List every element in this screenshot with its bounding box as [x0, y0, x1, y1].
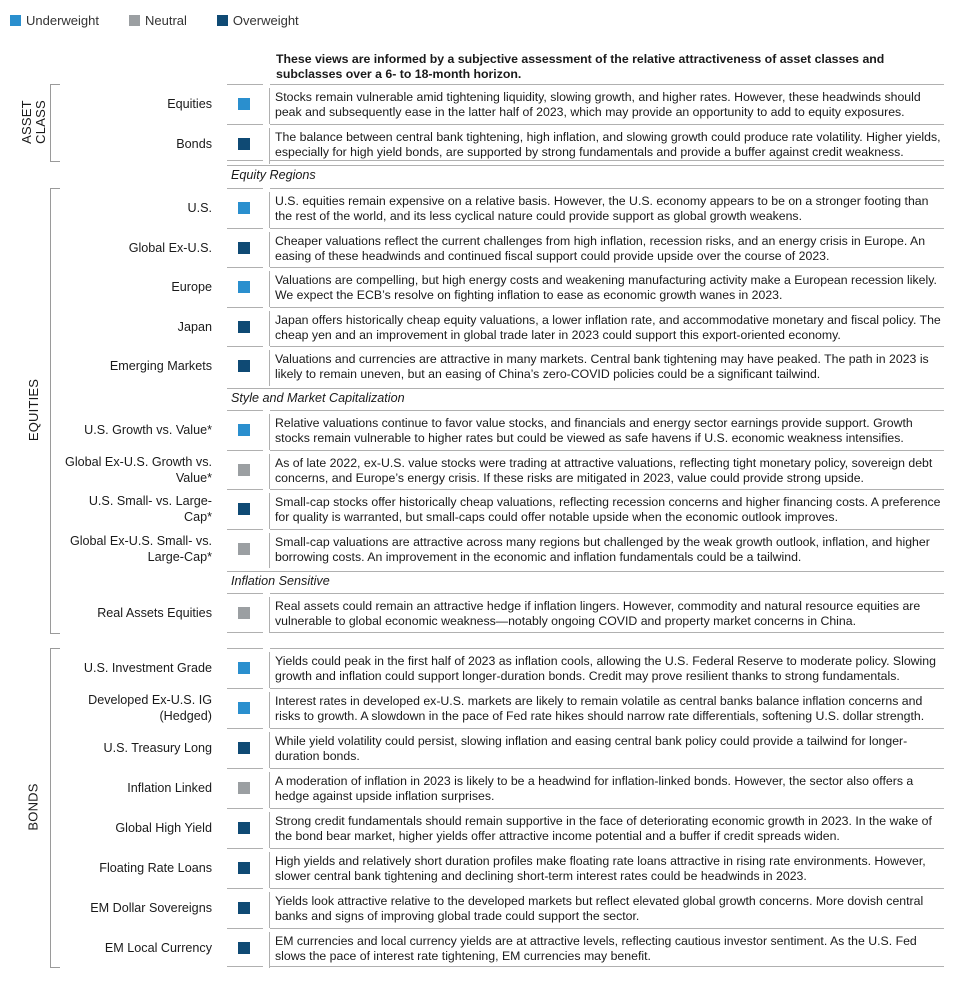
- row-description: [275, 851, 947, 887]
- row-rule: [270, 928, 944, 929]
- row-rule: [227, 768, 263, 769]
- row-description-text: Cheaper valuations reflect the current challenges from high inflation, recession risks, and an energy crisis in Europe. An easing of these headwinds and continued fiscal support could provide upside over the course of 2023.: [275, 233, 926, 263]
- row-divider: [269, 533, 270, 568]
- row-divider: [269, 311, 270, 346]
- section-heading-style: Style and Market Capitalization: [231, 391, 405, 405]
- row-label-text: Bonds: [176, 137, 212, 151]
- rating-swatch-underweight: [238, 702, 250, 714]
- row-u-s-growth-vs-value: [0, 410, 960, 450]
- row-rule: [227, 688, 263, 689]
- row-divider: [269, 128, 270, 164]
- row-description: [275, 127, 947, 163]
- row-rule: [227, 84, 263, 85]
- row-description-text: Valuations and currencies are attractive in many markets. Central bank tightening may have peaked. The path in 2023 is likely to remain uneven, but an easing of China’s zero-COVID policies could be a significant tailwind.: [275, 352, 929, 381]
- row-label-text: U.S. Treasury Long: [103, 741, 212, 755]
- row-rule: [227, 888, 263, 889]
- row-label-text: U.S.: [187, 201, 212, 215]
- row-divider: [269, 597, 270, 633]
- rating-swatch-overweight: [238, 902, 250, 914]
- row-description-text: While yield volatility could persist, slowing inflation and easing central bank policy could provide a tailwind for longer-duration bonds.: [275, 734, 908, 763]
- row-rule-bottom: [270, 966, 944, 967]
- row-rule: [227, 593, 263, 594]
- row-description: [275, 191, 947, 227]
- row-rule: [270, 410, 944, 411]
- row-rule-bottom: [227, 632, 263, 633]
- rating-swatch-underweight: [238, 281, 250, 293]
- row-description: [275, 651, 947, 687]
- row-label-text: U.S. Growth vs. Value*: [84, 423, 212, 437]
- row-rule: [227, 267, 263, 268]
- row-label: [62, 125, 212, 163]
- row-description-text: Interest rates in developed ex-U.S. markets are likely to remain volatile as central banks balance inflation concerns and risks to growth. A slowdown in the pace of Fed rate hikes should narrow rate differentials, softening U.S. dollar strength.: [275, 694, 925, 723]
- row-rule: [227, 188, 263, 189]
- row-description: [275, 492, 947, 528]
- row-rule: [270, 808, 944, 809]
- row-label: [62, 769, 212, 807]
- row-label-text: Global Ex-U.S. Growth vs. Value*: [65, 454, 212, 485]
- row-description: [275, 413, 947, 449]
- row-label-text: Japan: [177, 319, 212, 334]
- section-rule: [227, 571, 944, 572]
- rating-swatch-overweight: [238, 321, 250, 333]
- row-rule: [227, 928, 263, 929]
- row-description-text: Japan offers historically cheap equity valuations, a lower inflation rate, and accommodative monetary and fiscal policy. The cheap yen and an improvement in global trade later in 2023 could support this export-oriented economy.: [275, 312, 941, 342]
- row-rule: [227, 228, 263, 229]
- row-description: [275, 691, 947, 727]
- row-rule-bottom: [227, 966, 263, 967]
- row-divider: [269, 812, 270, 848]
- row-label: [62, 929, 212, 967]
- row-description: [275, 310, 947, 345]
- rating-swatch-neutral: [238, 543, 250, 555]
- row-divider: [269, 652, 270, 688]
- row-description-text: The balance between central bank tightening, high inflation, and slowing growth could produce rate volatility. Higher yields, especially for high yield bonds, are supported by strong fundamentals and provide a buffer against credit weakness.: [275, 130, 941, 159]
- row-global-ex-u-s-growth-vs-value: [0, 450, 960, 489]
- row-rule: [270, 267, 944, 268]
- row-label-text: EM Local Currency: [104, 941, 212, 955]
- row-em-local-currency: [0, 928, 960, 968]
- rating-swatch-overweight: [238, 742, 250, 754]
- row-label-text: Equities: [167, 97, 212, 111]
- rating-swatch-underweight: [238, 424, 250, 436]
- row-rule: [270, 307, 944, 308]
- intro-text: These views are informed by a subjective assessment of the relative attractiveness of asset classes and subclasses over a 6- to 18-month horizon.: [276, 52, 885, 81]
- row-u-s-investment-grade: [0, 648, 960, 688]
- row-description-text: EM currencies and local currency yields are at attractive levels, reflecting cautious investor sentiment. As the U.S. Fed slows the pace of interest rate tightening, EM currencies may benefit.: [275, 934, 917, 963]
- row-description-text: U.S. equities remain expensive on a relative basis. However, the U.S. economy appears to be on a stronger footing than the rest of the world, and its less cyclical nature could provide support as global growth weakens.: [275, 194, 929, 223]
- row-label: [62, 411, 212, 449]
- row-divider: [269, 692, 270, 728]
- row-rule: [270, 728, 944, 729]
- row-divider: [269, 454, 270, 489]
- row-label: [62, 189, 212, 227]
- section-rule: [227, 388, 944, 389]
- row-rule: [227, 728, 263, 729]
- row-label-text: Floating Rate Loans: [99, 861, 212, 875]
- row-label: [62, 849, 212, 887]
- row-divider: [269, 493, 270, 529]
- row-rule-bottom: [227, 160, 263, 161]
- rating-swatch-overweight: [238, 862, 250, 874]
- row-rule: [270, 450, 944, 451]
- row-developed-ex-u-s-ig-hedged: [0, 688, 960, 728]
- row-label: [62, 229, 212, 266]
- row-label-text: Global High Yield: [115, 821, 212, 835]
- row-label-text: Global Ex-U.S. Small- vs. Large-Cap*: [69, 533, 212, 564]
- row-label-text: Developed Ex-U.S. IG (Hedged): [88, 693, 212, 723]
- legend-swatch: [217, 15, 228, 26]
- row-rule: [270, 848, 944, 849]
- row-description-text: A moderation of inflation in 2023 is likely to be a headwind for inflation-linked bonds. However, the sector also offers a hedge against upside inflation surprises.: [275, 774, 914, 803]
- group-label-line: EQUITIES: [26, 378, 41, 442]
- row-description: [275, 349, 947, 385]
- legend-item-underweight: [10, 13, 99, 28]
- row-label-text: Global Ex-U.S.: [128, 240, 212, 255]
- row-japan: [0, 307, 960, 346]
- legend-swatch: [10, 15, 21, 26]
- row-label: [62, 268, 212, 306]
- rating-swatch-underweight: [238, 98, 250, 110]
- row-label-text: Europe: [171, 280, 212, 294]
- legend-item-overweight: [217, 13, 299, 28]
- row-label: [62, 451, 212, 488]
- row-description: [275, 731, 947, 767]
- row-label: [62, 809, 212, 847]
- row-divider: [269, 932, 270, 968]
- row-description-text: Small-cap stocks offer historically cheap valuations, reflecting recession concerns and higher financing costs. A preference for quality is warranted, but small-caps could offer notable upside when the economic outlook improves.: [275, 495, 941, 524]
- rating-swatch-overweight: [238, 138, 250, 150]
- rating-swatch-neutral: [238, 464, 250, 476]
- row-rule: [227, 848, 263, 849]
- row-emerging-markets: [0, 346, 960, 386]
- group-label-line: CLASS: [33, 100, 49, 144]
- row-description: [275, 231, 947, 266]
- row-description: [275, 87, 947, 123]
- row-description: [275, 270, 947, 306]
- group-label-line: BONDS: [26, 783, 42, 831]
- row-rule: [270, 529, 944, 530]
- row-label: [62, 689, 212, 727]
- row-rule: [227, 529, 263, 530]
- row-description-text: Relative valuations continue to favor value stocks, and financials and energy sector earnings provide support. Growth stocks remain vulnerable to higher rates but could be viewed as safe havens if U.S. economic weakness intensifies.: [275, 416, 913, 445]
- row-divider: [269, 350, 270, 386]
- row-rule: [270, 124, 944, 125]
- row-divider: [269, 192, 270, 228]
- rating-swatch-underweight: [238, 202, 250, 214]
- row-label: [62, 347, 212, 385]
- legend-label: Underweight: [26, 12, 99, 28]
- row-description: [275, 891, 947, 927]
- row-rule: [227, 124, 263, 125]
- legend-label: Neutral: [145, 12, 187, 28]
- row-description-text: Valuations are compelling, but high energy costs and weakening manufacturing activity make a European recession likely. We expect the ECB’s resolve on fighting inflation to ease as economic growth wanes in 2023.: [275, 273, 937, 302]
- row-description: [275, 453, 947, 488]
- row-description-text: As of late 2022, ex-U.S. value stocks were trading at attractive valuations, reflecting tight monetary policy, sovereign debt concerns, and Europe’s energy crisis. If these risks are mitigated in 2023, value could provide strong upside.: [275, 455, 933, 485]
- row-description-text: Small-cap valuations are attractive across many regions but challenged by the weak growth outlook, inflation, and higher borrowing costs. An improvement in the economic and inflation fundamentals could be a tailwind.: [275, 534, 930, 564]
- row-u-s: [0, 188, 960, 228]
- row-rule: [270, 888, 944, 889]
- row-equities: [0, 84, 960, 124]
- row-description: [275, 771, 947, 807]
- row-em-dollar-sovereigns: [0, 888, 960, 928]
- row-global-high-yield: [0, 808, 960, 848]
- row-divider: [269, 732, 270, 768]
- rating-swatch-neutral: [238, 782, 250, 794]
- rating-swatch-overweight: [238, 822, 250, 834]
- row-label: [62, 530, 212, 567]
- row-divider: [269, 852, 270, 888]
- row-rule: [270, 688, 944, 689]
- row-rule: [270, 84, 944, 85]
- row-real-assets-equities: [0, 593, 960, 633]
- row-rule: [270, 768, 944, 769]
- row-description-text: Yields look attractive relative to the developed markets but reflect elevated global growth concerns. More dovish central banks and signs of improving global trade could support the sector.: [275, 894, 924, 923]
- group-label-line: ASSET: [19, 100, 35, 144]
- row-description: [275, 811, 947, 847]
- row-rule: [270, 593, 944, 594]
- row-rule: [227, 489, 263, 490]
- row-rule: [227, 346, 263, 347]
- row-label: [62, 649, 212, 687]
- row-rule: [270, 648, 944, 649]
- row-rule: [227, 648, 263, 649]
- row-rule: [227, 808, 263, 809]
- row-description: [275, 596, 947, 632]
- row-description-text: Real assets could remain an attractive hedge if inflation lingers. However, commodity and natural resource equities are vulnerable to global economic weakness—notably ongoing COVID and property market concerns in China.: [275, 599, 921, 628]
- rating-swatch-overweight: [238, 503, 250, 515]
- row-rule: [270, 489, 944, 490]
- row-rule: [270, 228, 944, 229]
- row-label-text: Real Assets Equities: [97, 606, 212, 620]
- rating-swatch-underweight: [238, 662, 250, 674]
- row-description-text: Strong credit fundamentals should remain supportive in the face of deteriorating economic growth in 2023. In the wake of the bond bear market, higher yields offer attractive income potential and a buffer if credit spreads widen.: [275, 814, 932, 843]
- rating-swatch-neutral: [238, 607, 250, 619]
- row-u-s-small-vs-large-cap: [0, 489, 960, 529]
- row-floating-rate-loans: [0, 848, 960, 888]
- rating-swatch-overweight: [238, 360, 250, 372]
- row-bonds: [0, 124, 960, 164]
- row-divider: [269, 271, 270, 307]
- legend-item-neutral: [129, 13, 187, 28]
- row-label: [62, 85, 212, 123]
- row-u-s-treasury-long: [0, 728, 960, 768]
- row-label: [62, 594, 212, 632]
- row-description-text: Stocks remain vulnerable amid tightening liquidity, slowing growth, and higher rates. However, these headwinds should peak and subsequently ease in the latter half of 2023, which may provide an opportunity to add to equity exposures.: [275, 90, 921, 119]
- row-label: [62, 729, 212, 767]
- legend-swatch: [129, 15, 140, 26]
- row-rule-bottom: [270, 632, 944, 633]
- row-rule: [270, 346, 944, 347]
- row-divider: [269, 892, 270, 928]
- rating-swatch-overweight: [238, 242, 250, 254]
- row-divider: [269, 772, 270, 808]
- row-global-ex-u-s: [0, 228, 960, 267]
- row-divider: [269, 88, 270, 124]
- row-europe: [0, 267, 960, 307]
- section-heading-equity-regions: Equity Regions: [231, 168, 316, 182]
- row-label-text: Emerging Markets: [109, 359, 212, 373]
- row-description: [275, 931, 947, 967]
- row-global-ex-u-s-small-vs-large-cap: [0, 529, 960, 568]
- row-divider: [269, 414, 270, 450]
- rating-swatch-overweight: [238, 942, 250, 954]
- row-label-text: Inflation Linked: [127, 781, 212, 795]
- row-divider: [269, 232, 270, 267]
- row-inflation-linked: [0, 768, 960, 808]
- row-label: [62, 889, 212, 927]
- row-description-text: High yields and relatively short duration profiles make floating rate loans attractive in rising rate environments. However, slower central bank tightening and declining short-term interest rates could be headwinds in 2023.: [275, 854, 926, 883]
- section-rule: [227, 165, 944, 166]
- row-label-text: U.S. Small- vs. Large-Cap*: [88, 494, 212, 524]
- row-label-text: EM Dollar Sovereigns: [90, 901, 212, 915]
- row-rule-bottom: [270, 160, 944, 161]
- row-label-text: U.S. Investment Grade: [83, 661, 212, 675]
- legend-label: Overweight: [232, 12, 299, 28]
- row-rule: [227, 410, 263, 411]
- row-label: [62, 308, 212, 345]
- row-rule: [227, 450, 263, 451]
- row-label: [62, 490, 212, 528]
- section-heading-inflation: Inflation Sensitive: [231, 574, 330, 588]
- row-description: [275, 532, 947, 567]
- row-rule: [227, 307, 263, 308]
- row-description-text: Yields could peak in the first half of 2023 as inflation cools, allowing the U.S. Federal Reserve to moderate policy. Slowing growth and inflation could support longer-duration bonds. Credit may prove resilient thanks to strong fundamentals.: [275, 654, 936, 683]
- legend: [10, 10, 329, 30]
- row-rule: [270, 188, 944, 189]
